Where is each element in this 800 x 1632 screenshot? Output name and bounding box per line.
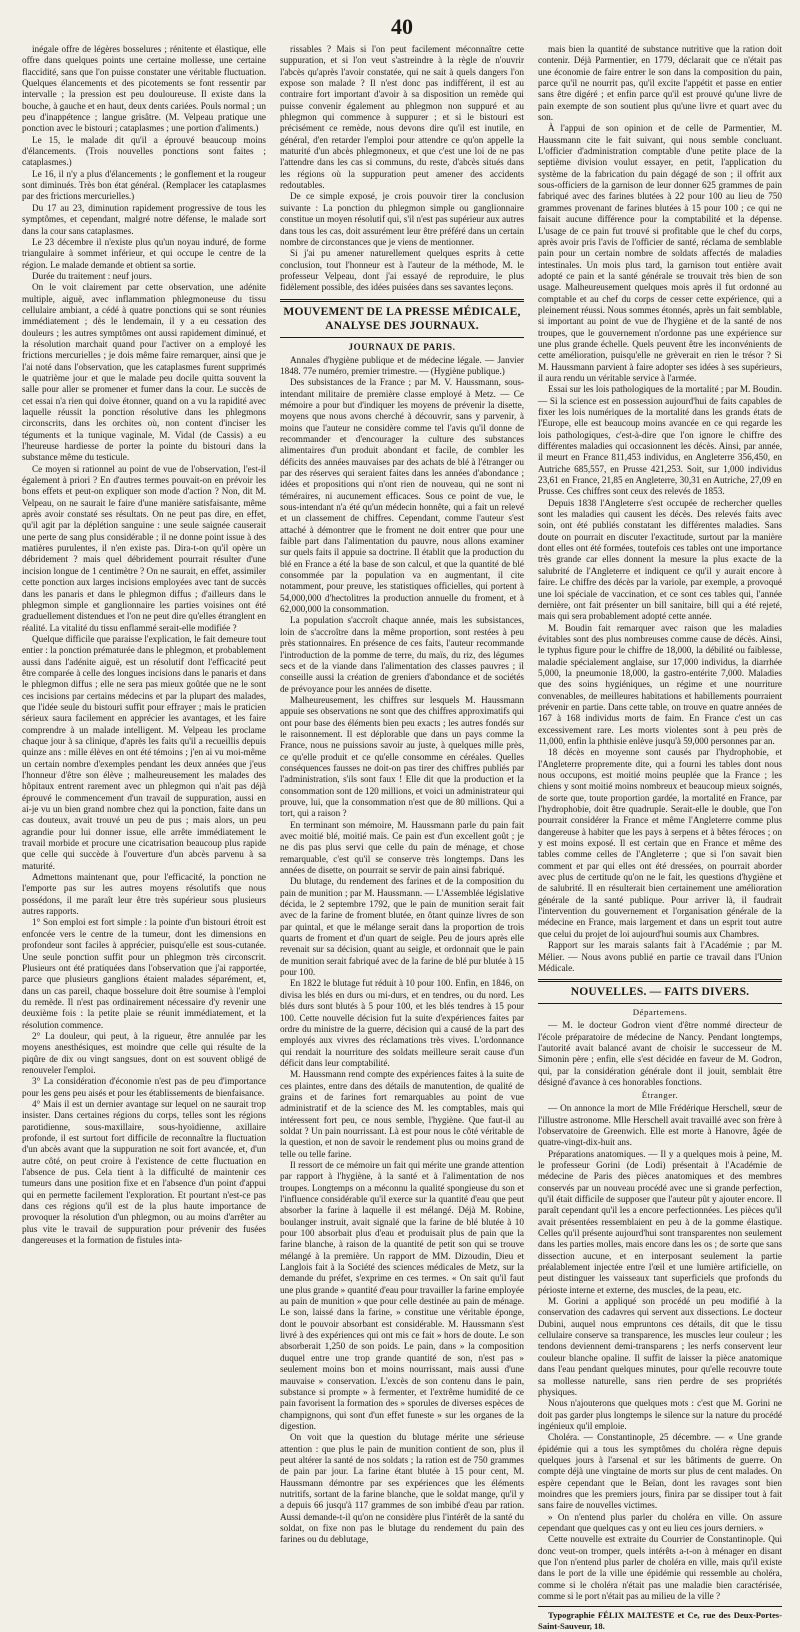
paragraph: Nous n'ajouterons que quelques mots : c'est que M. Gorini ne doit pas garder plus longtemps le silence sur la nature du procédé ingénieux qu'il emploie. xyxy=(538,1398,782,1431)
section-divider xyxy=(280,337,524,338)
paragraph: Admettons maintenant que, pour l'efficacité, la ponction ne l'emporte pas sur les autres moyens résolutifs que nous possédons, il me paraît leur être très supérieur sous plusieurs autres rapports. xyxy=(22,872,266,917)
paragraph: Rapport sur les marais salants fait à l'Académie ; par M. Mélier. — Nous avons publié en partie ce travail dans l'Union Médicale. xyxy=(538,940,782,973)
paragraph: — M. le docteur Godron vient d'être nommé directeur de l'école préparatoire de médecine de Nancy. Pendant longtemps, l'autorité avait balancé avant de choisir le successeur de M. Simonin père ; enfin, elle s'est décidée en faveur de M. Godron, qui, par la considération générale dont il jouit, semblait être désigné d'avance à ces honorables fonctions. xyxy=(538,1020,782,1087)
section-divider xyxy=(538,1003,782,1004)
column-3 xyxy=(538,44,782,1632)
paragraph: Du blutage, du rendement des farines et de la composition du pain de munition ; par M. Haussmann. — L'Assemblée législative décida, le 2 septembre 1792, que le pain de munition serait fait avec de la farine de froment blutée, en ôtant quinze livres de son par quintal, et que le mélange serait dans la proportion de trois quarts de froment et d'un quart de seigle. Peu de jours après elle revenait sur sa décision, quant au seigle, et ordonnait que le pain de munition serait fabriqué avec de la farine de blé pur blutée à 15 pour 100. xyxy=(280,876,524,978)
dept-title: Départemens. xyxy=(632,1007,688,1018)
footer-divider xyxy=(538,1606,782,1607)
lead-paragraph: Annales d'hygiène publique et de médecine légale. — Janvier 1848. 77e numéro, premier trimestre. — (Hygiène publique.) xyxy=(280,354,524,376)
paragraph: Durée du traitement : neuf jours. xyxy=(32,270,152,281)
paragraph: M. Haussmann rend compte des expériences faites à la suite de ces plaintes, entre dans des détails de manutention, de qualité de grains et de farines fort remarquables au point de vue administratif et de la science des M. les comptables, mais qui intéressent fort peu, ce nous semble, l'hygiène. Que faut-il au soldat ? Un pain nourrissant. Là est pour nous le côté véritable de la question, et non de savoir le rendement plus ou moins grand de telle ou telle farine. xyxy=(280,1069,524,1159)
paragraph: rissables ? Mais si l'on peut facilement méconnaître cette suppuration, et si l'on veut s'astreindre à la règle de n'ouvrir l'abcès qu'après l'avoir constatée, qui ne sait à quels dangers l'on expose son malade ? Il n'est donc pas indifférent, il est au contraire fort important d'avoir à sa disposition un remède qui puisse convenir également au phlegmon non suppuré et au phlegmon qui commence à suppurer ; et si le bistouri est précisément ce remède, nous devons dire qu'il est inutile, en général, d'en retarder l'emploi pour attendre ce qu'on appelle la maturité d'un abcès phlegmoneux, et que c'est une loi de ne pas l'attendre dans les cas si communs, du reste, d'abcès situés dans les régions où la suppuration peut amener des accidents redoutables. xyxy=(280,44,524,191)
paragraph: Malheureusement, les chiffres sur lesquels M. Haussmann appuie ses observations ne sont que des chiffres approximatifs qui ont pour base des éléments bien peu exacts ; les autres fondés sur le raisonnement. Il est déplorable que dans un pays comme la France, nous ne puissions savoir au juste, à quelques mille près, ce qu'elle produit et ce qu'elle consomme en céréales. Quelles conséquences fausses ne doit-on pas tirer des chiffres publiés par l'administration, s'ils sont faux ! Elle dit que la production et la consommation sont de 120 millions, et voici un administrateur qui prouve, lui, que la consommation n'est que de 80 millions. Qui a tort, qui a raison ? xyxy=(280,694,524,819)
paragraph: » On n'entend plus parler du choléra en ville. On assure cependant que quelques cas y ont eu lieu ces jours derniers. » xyxy=(538,1511,782,1533)
paragraph: — On annonce la mort de Mlle Frédérique Herschell, sœur de l'illustre astronome. Mlle Herschell avait travaillé avec son frère à l'observatoire de Greenwich. Elle est morte à Hanovre, âgée de quatre-vingt-dix-huit ans. xyxy=(538,1103,782,1148)
paragraph: On voit que la question du blutage mérite une sérieuse attention : que plus le pain de munition contient de son, plus il peut altérer la santé de nos soldats ; la ration est de 750 grammes de pain par jour. La farine étant blutée à 15 pour cent, M. Haussmann démontre par ses expériences que les éléments nutritifs, sortant de la farine blanche, que le soldat mange, qu'il y a depuis 66 jusqu'à 117 grammes de son imbibé d'eau par ration. Aussi demande-t-il qu'on ne considère plus l'intérêt de la santé du soldat, on fixe non pas le blutage du rendement du pain des farines ou du deblutage, xyxy=(280,1432,524,1545)
paragraph: Du 17 au 23, diminution rapidement progressive de tous les symptômes, et cependant, malgré notre défense, le malade sort dans la cour sans cataplasmes. xyxy=(22,202,266,236)
paragraph: De ce simple exposé, je crois pouvoir tirer la conclusion suivante : La ponction du phlegmon simple ou ganglionnaire constitue un moyen résolutif qui, s'il n'est pas supérieur aux autres dans tous les cas, doit assurément leur être préféré dans un certain nombre de circonstances que je viens de mentionner. xyxy=(280,191,524,247)
section-title: NOUVELLES. — FAITS DIVERS. xyxy=(570,986,750,999)
printer-footer: Typographie FÉLIX MALTESTE et Ce, rue des Deux-Portes-Saint-Sauveur, 18. xyxy=(538,1610,782,1632)
page-number: 40 xyxy=(391,14,413,39)
section-divider xyxy=(280,299,524,302)
paragraph: Le 16, il n'y a plus d'élancements ; le gonflement et la rougeur sont diminués. Très bon état général. (Remplacer les cataplasmes par des frictions mercurielles.) xyxy=(22,168,266,202)
paragraph: Choléra. — Constantinople, 25 décembre. — « Une grande épidémie qui a tous les symptômes du choléra règne depuis quelques jours à l'arsenal et sur les bâtiments de guerre. On compte déjà une vingtaine de morts sur plus de cent malades. On espère cependant que le Beïan, dont les ravages sont bien moindres que les premiers jours, finira par se dissiper tout à fait sans faire de nouvelles victimes. xyxy=(538,1432,782,1511)
column-2 xyxy=(280,44,524,1545)
paragraph: 4° Mais il est un dernier avantage sur lequel on ne saurait trop insister. Dans certaines régions du corps, telles sont les régions parotidienne, sous-maxillaire, sous-hyoïdienne, axillaire profonde, il est surtout fort difficile de reconnaître la fluctuation d'un abcès avant que la suppuration ne soit fort avancée, et, d'un autre côté, on peut croire à l'existence de cette fluctuation en l'absence de pus. Cela tient à la difficulté de maintenir ces tumeurs dans une position fixe et en l'absence d'un point d'appui qui en permette facilement l'exploration. Et pourtant n'est-ce pas dans ces régions qu'il est de la plus haute importance de provoquer la résolution d'un phlegmon, ou au moins d'arrêter au plus vite le travail de suppuration pour prévenir des fusées dangereuses et la formation de fistules inta- xyxy=(22,1098,266,1246)
paragraph: On le voit clairement par cette observation, une adénite multiple, aiguë, avec inflammation phlegmoneuse du tissu cellulaire ambiant, a cédé à quatre ponctions qui se sont réunies immédiatement ; dès le lendemain, il y a eu cessation des douleurs ; les autres symptômes ont aussi rapidement diminué, et la résolution marchait quand pour l'activer on a employé les frictions mercurielles ; je dois même faire remarquer, ainsi que je l'ai noté dans l'observation, que les cataplasmes furent supprimés le quatrième jour et que le malade peu docile quitta souvent la salle pour aller se promener et fumer dans la cour. Le succès de cet essai n'a rien qui doive étonner, quand on a vu la rapidité avec laquelle réussit la ponction résolutive dans les phlegmons circonscrits, dans les orchites où, non content d'inciser les téguments et la tunique vaginale, M. Vidal (de Cassis) a eu l'heureuse hardiesse de porter la pointe du bistouri dans la substance même du testicule. xyxy=(22,282,266,463)
paragraph: Préparations anatomiques. — Il y a quelques mois à peine, M. le professeur Gorini (de Lodi) présentait à l'Académie de médecine de Paris des pièces anatomiques et des membres conservés par un nouveau procédé avec une si grande perfection, qu'il était difficile de supposer que l'auteur pût y ajouter encore. Il paraît cependant qu'il les a encore perfectionnées. Les pièces qu'il avait présentées ressemblaient en peu à de la gomme élastique. Celles qu'il présente aujourd'hui sont transparentes non seulement dans les parties molles, mais encore dans les os ; de sorte que sans dissection aucune, et en interposant seulement la partie préalablement injectée entre l'œil et une lumière artificielle, on peut distinguer les vaisseaux tant superficiels que profonds du périoste interne et externe, des muscles, de la peau, etc. xyxy=(538,1148,782,1295)
paragraph: mais bien la quantité de substance nutritive que la ration doit contenir. Déjà Parmentier, en 1779, déclarait que ce n'était pas une économie de faire entrer le son dans la composition du pain, parce qu'il ne nourrit pas, qu'il excite l'appétit et passe en entier sans être digéré ; et enfin parce qu'il est prouvé qu'une livre de pain exempte de son soutient plus qu'une livre et quart avec du son. xyxy=(538,44,782,123)
foreign-title: Étranger. xyxy=(641,1090,679,1101)
paragraph: M. Boudin fait remarquer avec raison que les maladies évitables sont des plus nombreuses comme cause de décès. Ainsi, le typhus figure pour le chiffre de 18,000, la débilité ou faiblesse, maladie spécialement anglaise, sur 17,000 individus, la diarrhée 5,000, la pneumonie 18,000, la gastro-entérite 7,000. Maladies que des soins hygiéniques, un régime et une nourriture convenables, de meilleures habitations et habillements pourraient prévenir en partie. Dans cette table, on trouve en quatre années de 167 à 168 individus morts de faim. En France c'est un cas excessivement rare. Les morts violentes sont à peu près de 11,000, enfin la phthisie enlève jusqu'à 59,000 personnes par an. xyxy=(538,622,782,746)
paragraph: M. Gorini a appliqué son procédé un peu modifié à la conservation des cadavres qui servent aux dissections. Le docteur Dubini, auquel nous empruntons ces détails, dit que le tissu cellulaire conserve sa transparence, les muscles leur couleur ; les tendons deviennent demi-transparens ; les nerfs conservent leur couleur blanche opaline. Il suffit de laisser la pièce anatomique dans l'eau pendant quelques minutes, pour qu'elle recouvre toute sa mollesse naturelle, sans rien perdre de ses propriétés physiques. xyxy=(538,1296,782,1397)
paragraph: La population s'accroît chaque année, mais les subsistances, loin de s'accroître dans la même proportion, sont restées à peu près stationnaires. En présence de ces faits, l'auteur recommande l'introduction de la pomme de terre, du maïs, du riz, des légumes secs et de la viande dans l'alimentation des classes pauvres ; il conseille aussi la création de greniers d'abondance et de sociétés de prévoyance pour les années de disette. xyxy=(280,615,524,694)
paragraph: 1° Son emploi est fort simple : la pointe d'un bistouri étroit est enfoncée vers le centre de la tumeur, dont les dimensions en profondeur sont faciles à apprécier, puisqu'elle est sous-cutanée. Une seule ponction suffit pour un phlegmon très circonscrit. Plusieurs ont été pratiquées dans l'observation que j'ai rapportée, parce que plusieurs ganglions étaient malades séparément, et, dans un cas pareil, chaque bosselure doit être soumise à l'emploi du remède. Il n'est pas ordinairement nécessaire d'y revenir une deuxième fois : la petite plaie se réunit immédiatement, et la résolution commence. xyxy=(22,917,266,1030)
paragraph: Si j'ai pu amener naturellement quelques esprits à cette conclusion, tout l'honneur est à l'auteur de la méthode, M. le professeur Velpeau, dont j'ai essayé de reproduire, le plus fidèlement possible, des idées puisées dans ses savantes leçons. xyxy=(280,248,524,293)
paragraph: Essai sur les lois pathologiques de la mortalité ; par M. Boudin. — Si la science est en possession aujourd'hui de faits capables de fixer les lois numériques de la mortalité dans les grands états de l'Europe, elle est beaucoup moins avancée en ce qui regarde les lois pathologiques, c'est-à-dire que l'on ignore le chiffre des différentes maladies qui occasionnent les décès. Ainsi, par année, il meurt en France 811,453 individus, en Angleterre 356,450, en Autriche 685,557, en Prusse 421,253. Soit, sur 1,000 individus 23,61 en France, 21,85 en Angleterre, 30,31 en Autriche, 27,09 en Prusse. Ces chiffres sont ceux des relevés de 1853. xyxy=(538,384,782,497)
paragraph: Ce moyen si rationnel au point de vue de l'observation, l'est-il également à priori ? En d'autres termes pouvait-on en prévoir les bons effets et peut-on expliquer son mode d'action ? Non, dit M. Velpeau, on ne saurait le faire d'une manière satisfaisante, même après avoir constaté ses résultats. On ne peut pas dire, en effet, qu'il agit par la déplétion sanguine : une seule saignée causerait une perte de sang plus considérable ; il ne donne point issue à des matières purulentes, il n'en existe pas. Dira-t-on qu'il opère un débridement ? mais quel débridement pourrait résulter d'une incision longue de 1 centimètre ? On ne saurait, en effet, assimiler cette ponction aux larges incisions employées avec tant de succès dans les panaris et dans le phlegmon diffus ; d'ailleurs dans le phlegmon simple et ganglionnaire les parties voisines ont été graduellement distendues et l'on ne peut dire qu'elles étranglent en réalité. La vitalité du tissu enflammé serait-elle modifiée ? xyxy=(22,463,266,633)
paragraph: À l'appui de son opinion et de celle de Parmentier, M. Haussmann cite le fait suivant, qui nous semble concluant. L'officier d'administration comptable d'une petite place de la septième division voulut essayer, en petit, l'application du système de la fabrication du pain dégagé de son ; il offrit aux sous-officiers de la garnison de leur donner 625 grammes de pain fabriqué avec des farines blutées à 22 pour 100 au lieu de 750 grammes provenant de farines blutées à 15 pour 100 ; ce qui ne faisait aucune différence pour la comptabilité et la dépense. L'usage de ce pain fut trouvé si profitable que le chef du corps, après avoir pris l'avis de l'officier de santé, réclama de semblable pain pour un certain nombre de soldats affectés de maladies intestinales. Un mois plus tard, la garnison tout entière avait adopté ce pain et la santé générale se trouvait très bien de son usage. Malheureusement quelques mois après il fut ordonné au comptable et au chef du corps de cesser cette expérience, qui a pleinement réussi. Nous sommes étonnés, après un fait semblable, si important au point de vue de l'hygiène et de la santé de nos troupes, que le gouvernement n'ordonne pas une expérience sur une plus grande échelle. Quels peuvent être les inconvénients de cette amélioration, puisqu'elle ne grèverait en rien le trésor ? Si M. Haussmann parvient à faire adopter ses idées à ses supérieurs, il aura rendu un véritable service à l'armée. xyxy=(538,123,782,383)
paragraph: Quelque difficile que paraisse l'explication, le fait demeure tout entier : la ponction prématurée dans le phlegmon, et probablement aussi dans l'adénite aiguë, est un résolutif dont l'efficacité peut être comparée à celle des longues incisions dans le panaris et dans le phlegmon diffus ; elle ne sera pas mieux goûtée que ne le sont ces incisions par certains médecins et par la plupart des malades, que l'idée seule du bistouri suffit pour effrayer ; mais le praticien sérieux saura facilement en apprécier les avantages, et les faire comprendre à un malade intelligent. M. Velpeau les proclame chaque jour à sa clinique, d'après les faits qu'il a recueillis depuis quinze ans : mille élèves en ont été témoins ; j'en ai vu moi-même un certain nombre d'exemples pendant les deux années que j'eus l'honneur d'être son élève ; malheureusement les malades des hôpitaux entrent rarement avec un phlegmon qui n'ait pas déjà éprouvé le commencement d'un travail de suppuration, aussi en ai-je vu un bien grand nombre chez qui la ponction, faite dans un cas douteux, avait trouvé un peu de pus ; mais alors, un peu agrandie pour lui donner issue, elle arrête immédiatement le travail morbide et procure une cicatrisation beaucoup plus rapide que celle qui succède à l'ouverture d'un abcès parvenu à sa maturité. xyxy=(22,633,266,871)
paragraph: En 1822 le blutage fut réduit à 10 pour 100. Enfin, en 1846, on divisa les blés en durs ou mi-durs, et en tendres, ou du nord. Les blés durs sont blutés à 5 pour 100, et les blés tendres à 15 pour 100. Cette nouvelle décision fut la suite d'expériences faites par ordre du ministre de la guerre, décision qui a causé de la part des employés aux vivres des réclamations très vives. L'ordonnance qui rendait la nourriture des soldats meilleure serait cause d'un déficit dans leur comptabilité. xyxy=(280,978,524,1068)
columns xyxy=(22,44,782,1632)
paragraph: Cette nouvelle est extraite du Courrier de Constantinople. Qui donc veut-on tromper, quels intérêts a-t-on à ménager en disant que l'on n'entend plus parler de choléra en ville, mais qu'il existe dans le port de la ville une épidémie qui ressemble au choléra, comme si le choléra n'était pas une maladie bien caractérisée, comme si le port n'était pas au milieu de la ville ? xyxy=(538,1534,782,1602)
section-title: MOUVEMENT DE LA PRESSE MÉDICALE, ANALYSE DES JOURNAUX. xyxy=(283,305,521,332)
paragraph: Des subsistances de la France ; par M. V. Haussmann, sous-intendant militaire de première classe employé à Metz. — Ce mémoire a pour but d'indiquer les moyens de prévenir la disette, moyens que nous avons cherché à découvrir, sans y parvenir, à moins que l'auteur ne considère comme tel l'avis qu'il donne de recommander et d'encourager la culture des substances alimentaires d'un produit abondant et facile, de combler les déficits des années mauvaises par des achats de blé à l'étranger ou par des réserves qui seraient faites dans les années d'abondance ; idées et propositions qui n'ont rien de nouveau, qui ne sont ni téméraires, ni aucunement efficaces. Sous ce point de vue, le sous-intendant n'a été qu'un médecin honnête, qui a fait un relevé et un classement de chiffres. Cependant, comme l'auteur s'est attaché à démontrer que le froment ne doit entrer que pour une faible part dans l'alimentation du pauvre, nous allons examiner sur quels faits il appuie sa doctrine. Il établit que la production du blé en France a été la base de son calcul, et que la quantité de blé consommée par la population va en augmentant, il cite notamment, pour preuve, les statistiques officielles, qui portent à 54,000,000 d'hectolitres la production annuelle du froment, et à 62,000,000 la consommation. xyxy=(280,377,524,615)
paragraph: Il ressort de ce mémoire un fait qui mérite une grande attention par rapport à l'hygiène, à la santé et à l'alimentation de nos troupes. Longtemps on a méconnu la qualité spongieuse du son et l'influence considérable qu'il exerce sur la quantité d'eau que peut absorber la farine à laquelle il est mélangé. Déjà M. Robine, boulanger instruit, avait signalé que la farine de blé blutée à 10 pour 100 absorbait plus d'eau et produisait plus de pain que la farine blanche, à raison de la quantité de petit son qui se trouve mélangé à la première. Un rapport de MM. Dizoudin, Dieu et Langlois fait à la Société des sciences médicales de Metz, sur la demande du préfet, s'exprime en ces termes. « On sait qu'il faut une plus grande » quantité d'eau pour travailler la farine employée au pain de munition » que pour celle destinée au pain de ménage. Le son, laissé dans la farine, » constitue une véritable éponge, dont le pouvoir absorbant est considérable. M. Haussmann s'est livré à des expériences qui ont mis ce fait » hors de doute. Le son absorberait 1,250 de son poids. Le pain, dans » la composition duquel entre une trop grande quantité de son, n'est pas » seulement moins bon et moins nourrissant, mais aussi d'une mauvaise » conservation. L'excès de son contenu dans le pain, substance si prompte » à fermenter, et l'extrême humidité de ce pain favorisent la formation des » sporules de diverses espèces de champignons, qui sont d'un effet funeste » sur les organes de la digestion. xyxy=(280,1159,524,1431)
paragraph: inégale offre de légères bosselures ; rénitente et élastique, elle offre dans quelques points une certaine mollesse, une certaine flaccidité, sans que l'on puisse constater une véritable fluctuation. Quelques élancements et des picotements se font ressentir par intervalle ; la pression est peu douloureuse. Il existe dans la bouche, à gauche et en haut, deux dents cariées. Pouls normal ; un peu d'inappétence ; langue grisâtre. (M. Velpeau pratique une ponction avec le bistouri ; cataplasmes ; une portion d'aliments.) xyxy=(22,44,266,134)
paragraph: Le 15, le malade dit qu'il a éprouvé beaucoup moins d'élancements. (Trois nouvelles ponctions sont faites ; cataplasmes.) xyxy=(22,134,266,168)
paragraph: En terminant son mémoire, M. Haussmann parle du pain fait avec moitié blé, moitié maïs. Ce pain est d'un excellent goût ; je ne dis pas plus servi que celle du pain de ménage, et chose remarquable, c'est qu'il se conserve très longtemps. Dans les années de disette, on pourrait se servir de pain ainsi fabriqué. xyxy=(280,819,524,876)
section-divider xyxy=(538,979,782,982)
paragraph: Depuis 1838 l'Angleterre s'est occupée de rechercher quelles sont les maladies qui causent les décès. Des relevés faits avec soin, ont été publiés constatant les différentes maladies. Sans doute on pourrait en discuter l'exactitude, surtout par la manière dont elles ont été formées, toutefois ces tables ont une importance très grande car elles donnent la mesure la plus exacte de la salubrité de l'Angleterre et indiquent ce qu'il y aurait encore à faire. Le chiffre des décès par la variole, par exemple, a provoqué une loi spéciale de vaccination, et ce sont ces tables qui, l'année dernière, ont fait présenter un bill sanitaire, bill qui a été rejeté, mais qui sera probablement adopté cette année. xyxy=(538,497,782,622)
paragraph: 18 décès en moyenne sont causés par l'hydrophobie, et l'Angleterre propremente dite, qui a fourni les tables dont nous nous occupons, est moitié moins peuplée que la France ; les chiens y sont moitié moins nombreux et beaucoup mieux soignés, de sorte que, toute proportion gardée, la mortalité en France, par l'hydrophobie, doit être quadruple. Serait-elle le double, que l'on pourrait considérer la France et même l'Angleterre comme plus dangereuse à habiter que les pays à serpens et à bêtes féroces ; on y est moins exposé. Il est certain que en France et même des tables comme celles de l'Angleterre ; que si l'on savait bien comment et par qui elles ont été dressées, on pourrait aborder avec plus de certitude qu'on ne le fait, les questions d'hygiène et de salubrité. Il en résulterait bien certainement une amélioration générale de la santé publique. Pour arriver là, il faudrait l'intervention du gouvernement et l'organisation générale de la médecine en France, mais largement et dans un esprit tout autre que celui du projet de loi aujourd'hui soumis aux Chambres. xyxy=(538,747,782,939)
paragraph: Le 23 décembre il n'existe plus qu'un noyau induré, de forme triangulaire à sommet inférieur, et qui occupe le centre de la région. Le malade demande et obtient sa sortie. xyxy=(22,236,266,270)
paragraph: 2° La douleur, qui peut, à la rigueur, être annulée par les moyens anesthésiques, est moindre que celle qui résulte de la piqûre de dix ou vingt sangsues, dont on est souvent obligé de renouveler l'emploi. xyxy=(22,1030,266,1075)
sub-title: JOURNAUX DE PARIS. xyxy=(348,341,456,352)
paragraph: 3° La considération d'économie n'est pas de peu d'importance pour les gens peu aisés et pour les établissements de bienfaisance. xyxy=(22,1076,266,1098)
column-1 xyxy=(22,44,266,1246)
